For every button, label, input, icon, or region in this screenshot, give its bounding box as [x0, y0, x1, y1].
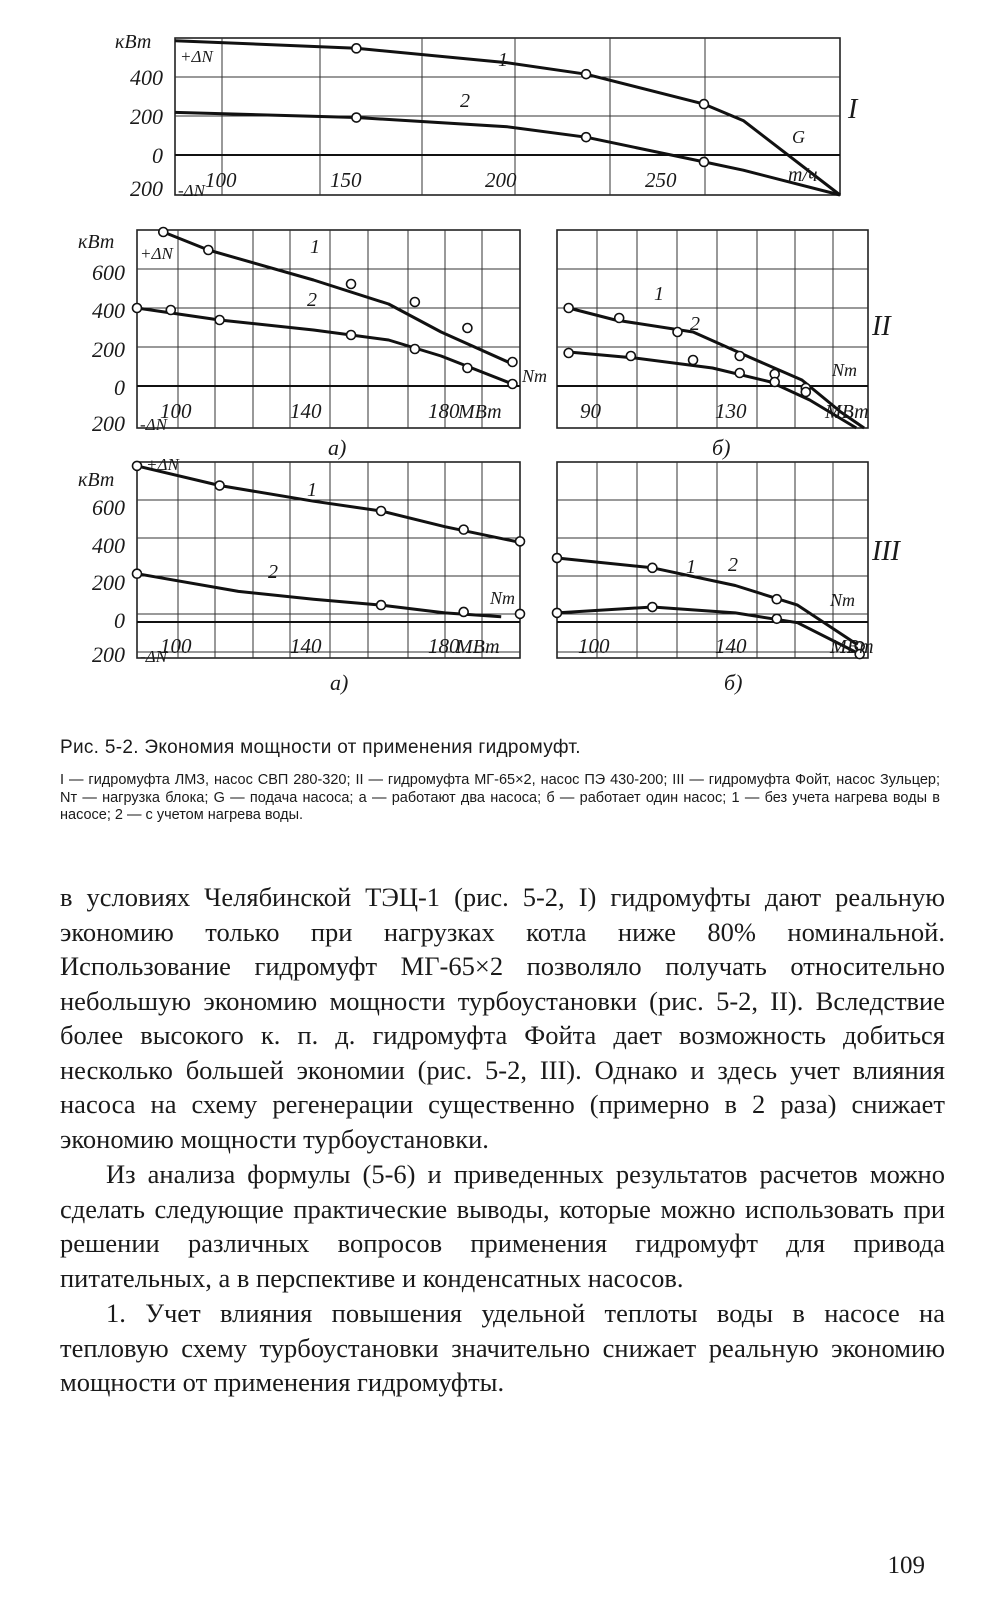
panel-i-series-2-point-0 [352, 113, 361, 122]
panel-iia-curve-label-1: 1 [310, 236, 320, 258]
panel-i-y-unit: кВт [115, 31, 152, 53]
panel-i-series-1-point-1 [582, 70, 591, 79]
panel-iia-y-tick-label: 200 [92, 337, 125, 362]
panel-iiia-y-tick-label: 200 [92, 570, 125, 595]
panel-iia-series-2-line [137, 308, 513, 384]
panel-iiia-series-2-point-3 [516, 609, 525, 618]
panel-iiib-series-2-point-0 [553, 608, 562, 617]
panel-iib-series-2-point-3 [735, 369, 744, 378]
panel-iib-x-unit: МВт [825, 401, 869, 423]
panel-i-y-tick-label: 400 [130, 65, 163, 90]
figure-5-2 [0, 0, 993, 720]
panel-iib-curve-label-1: 1 [654, 283, 664, 305]
panel-iia-x-tick-label: 140 [290, 399, 322, 423]
panel-iia-series-2-point-4 [410, 345, 419, 354]
panel-iiia-series-2-line [137, 574, 501, 617]
panel-iiia-subfigure-tag: а) [330, 670, 349, 695]
panel-iiib-x-tick-label: 140 [715, 634, 747, 658]
panel-iib-series-1-point-2 [673, 328, 682, 337]
panel-iib-x-tick-label: 130 [715, 399, 747, 423]
panel-iia-series-1-point-4 [463, 324, 472, 333]
panel-iiia-extra-label: Nт [490, 588, 516, 608]
panel-iia-minus-delta-label: -ΔN [140, 415, 167, 434]
panel-iib-curve-label-2: 2 [690, 313, 700, 335]
panel-iia-x-tick-label: 100 [160, 399, 192, 423]
panel-iib-series-2-point-1 [626, 352, 635, 361]
panel-iiia-y-unit: кВт [78, 469, 115, 491]
panel-iia-x-unit: МВт [458, 401, 502, 423]
panel-iiia-y-tick-label: 0 [114, 608, 125, 633]
panel-iiib-series-1-line [557, 558, 860, 646]
panel-iia-extra-label: Nт [522, 366, 548, 386]
panel-iiia-series-2-point-0 [133, 569, 142, 578]
panel-iia-curve-label-2: 2 [307, 289, 317, 311]
panel-iia-plus-delta-label: +ΔN [140, 244, 173, 263]
panel-iia-y-tick-label: 0 [114, 375, 125, 400]
panel-iiia-y-tick-label: 600 [92, 495, 125, 520]
panel-iiia-curve-label-2: 2 [268, 561, 278, 583]
panel-iia-series-2-point-6 [508, 380, 517, 389]
panel-iiia-x-tick-label: 100 [160, 634, 192, 658]
paragraph-2: Из анализа формулы (5-6) и приведенных результатов расчетов можно сделать следующие практические выводы, которые можно использовать при решении различных вопросов применения гидромуфт для привода питательных, а в перспективе и конденсатных насосов. [60, 1159, 945, 1293]
panel-iib-frame [557, 230, 868, 428]
panel-iib-series-1-point-1 [615, 314, 624, 323]
panel-iia-series-1-point-5 [508, 358, 517, 367]
panel-iib-series-1-point-0 [564, 304, 573, 313]
panel-i-curve-label-2: 2 [460, 90, 470, 112]
panel-iiib-roman-label: III [872, 536, 900, 567]
panel-iiia-plus-delta-label: +ΔN [146, 455, 179, 474]
panel-iib-subfigure-tag: б) [712, 435, 731, 460]
panel-i-series-2-point-1 [582, 133, 591, 142]
panel-iiia-series-2-point-1 [377, 601, 386, 610]
panel-iiia-frame [137, 462, 520, 658]
panel-iiib-curve-label-2: 2 [728, 554, 738, 576]
panel-i-minus-delta-label: -ΔN [178, 181, 205, 200]
panel-iia-y-tick-label: 400 [92, 298, 125, 323]
panel-iiib-x-unit: МВт [830, 636, 874, 658]
page-number: 109 [887, 1552, 925, 1579]
panel-iiia-series-1-point-1 [215, 481, 224, 490]
panel-iib-series-2-point-4 [770, 378, 779, 387]
panel-iia-series-1-point-1 [204, 246, 213, 255]
panel-iiia-y-tick-label: 200 [92, 642, 125, 667]
panel-i-series-1-point-0 [352, 44, 361, 53]
panel-iiia-series-1-point-0 [133, 461, 142, 470]
panel-iiia-series-2-point-2 [459, 607, 468, 616]
paragraph-1: в условиях Челябинской ТЭЦ-1 (рис. 5-2, I) гидромуфты дают реальную экономию только при нагрузках котла ниже 80% номинальной. Использование гидромуфт МГ-65×2 позволяло получать относительно небольшую экономию мощности турбоустановки (рис. 5-2, II). Вследствие более высокого к. п. д. гидромуфта Фойта дает возможность добиться несколько большей экономии (рис. 5-2, III). Однако и здесь учет влияния насоса на схему регенерации существенно (примерно в 2 раза) снижает экономию мощности турбоустановки. [60, 882, 945, 1154]
panel-iia-series-1-point-3 [410, 298, 419, 307]
panel-iiia-curve-label-1: 1 [307, 479, 317, 501]
panel-i-y-tick-label: 0 [152, 143, 163, 168]
panel-iiia-series-1-point-3 [459, 525, 468, 534]
body-text [60, 880, 945, 1400]
panel-iib-series-1-point-3 [735, 352, 744, 361]
panel-iiib-series-1-point-1 [648, 563, 657, 572]
panel-i-y-tick-label: 200 [130, 176, 163, 201]
panel-iib-extra-label: Nт [832, 360, 858, 380]
panel-iiia-x-tick-label: 180 [428, 634, 460, 658]
panel-i-roman-label: I [848, 94, 858, 125]
panel-iiia-minus-delta-label: -ΔN [140, 647, 167, 666]
panel-i-y-tick-label: 200 [130, 104, 163, 129]
panel-iib-x-tick-label: 90 [580, 399, 601, 423]
panel-iib-series-2-point-2 [689, 356, 698, 365]
panel-i-plus-delta-label: +ΔN [180, 47, 213, 66]
panel-iib-series-2-point-0 [564, 349, 573, 358]
panel-iia-x-tick-label: 180 [428, 399, 460, 423]
paragraph-3: 1. Учет влияния повышения удельной теплоты воды в насосе на тепловую схему турбоустановки значительно снижает реальную экономию мощности от применения гидромуфты. [60, 1298, 945, 1397]
panel-iiib-x-tick-label: 100 [578, 634, 610, 658]
figure-caption-title: Рис. 5-2. Экономия мощности от применения гидромуфт. [60, 737, 581, 758]
panel-iiib-frame [557, 462, 868, 658]
panel-i-curve-label-1: 1 [498, 49, 508, 71]
panel-iiib-series-1-point-0 [553, 554, 562, 563]
panel-iiia-series-1-point-4 [516, 537, 525, 546]
panel-i-x-unit: т/ч [788, 164, 818, 186]
panel-i-series-2-point-2 [699, 157, 708, 166]
panel-iia-series-2-point-5 [463, 364, 472, 373]
panel-iia-series-1-point-2 [347, 280, 356, 289]
panel-iiib-series-1-point-2 [772, 595, 781, 604]
panel-iia-series-2-point-3 [347, 331, 356, 340]
panel-iia-y-unit: кВт [78, 231, 115, 253]
panel-i-extra-label: G [792, 127, 805, 147]
panel-iiib-extra-label: Nт [830, 590, 856, 610]
panel-iiia-series-1-point-2 [377, 507, 386, 516]
panel-iia-series-2-point-0 [133, 304, 142, 313]
panel-i-x-tick-label: 100 [205, 168, 237, 192]
panel-iia-series-1-point-0 [159, 228, 168, 237]
panel-iiia-y-tick-label: 400 [92, 533, 125, 558]
panel-iib-roman-label: II [872, 311, 891, 342]
panel-iiib-series-2-point-2 [772, 614, 781, 623]
panel-iiib-subfigure-tag: б) [724, 670, 743, 695]
panel-iia-series-2-point-1 [166, 306, 175, 315]
panel-iia-y-tick-label: 200 [92, 411, 125, 436]
panel-iiib-curve-label-1: 1 [686, 556, 696, 578]
panel-iia-series-2-point-2 [215, 316, 224, 325]
panel-iia-y-tick-label: 600 [92, 260, 125, 285]
panel-i-series-1-point-2 [699, 100, 708, 109]
panel-iiia-x-tick-label: 140 [290, 634, 322, 658]
panel-i-x-tick-label: 150 [330, 168, 362, 192]
panel-i-x-tick-label: 200 [485, 168, 517, 192]
figure-caption-legend: I — гидромуфта ЛМЗ, насос СВП 280-320; II — гидромуфта МГ-65×2, насос ПЭ 430-200; III — гидромуфта Фойт, насос Зульцер; Nт — нагрузка блока; G — подача насоса; а — работают два насоса; б — работает один насос; 1 — без учета нагрева воды в насосе; 2 — с учетом нагрева воды. [60, 772, 940, 823]
panel-iiib-series-2-point-1 [648, 603, 657, 612]
panel-iia-subfigure-tag: а) [328, 435, 347, 460]
panel-iib-series-2-point-5 [801, 388, 810, 397]
panel-iiia-x-unit: МВт [456, 636, 500, 658]
panel-i-x-tick-label: 250 [645, 168, 677, 192]
panel-iia-series-1-line [163, 232, 512, 364]
